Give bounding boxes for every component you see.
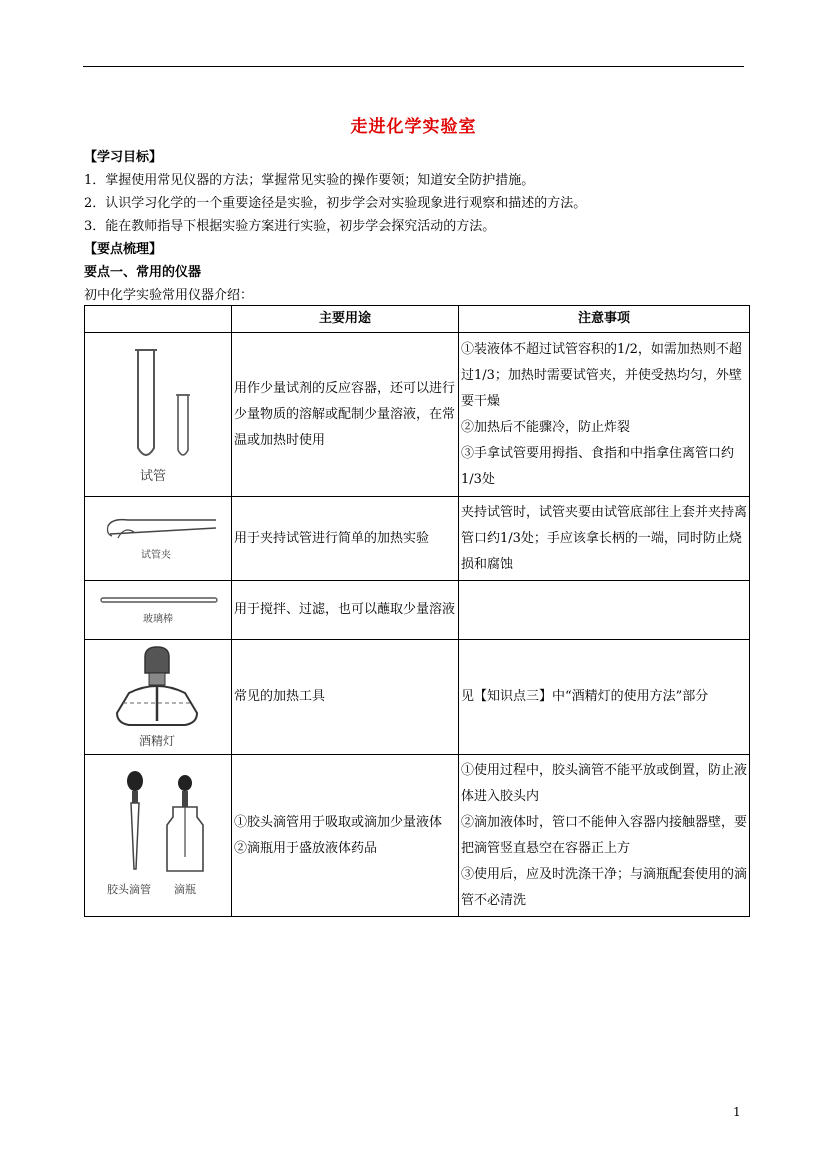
test-tube-holder-use: 用于夹持试管进行简单的加热实验 <box>232 497 459 581</box>
header-rule <box>83 66 744 67</box>
objectives-heading: 【学习目标】 <box>84 150 163 165</box>
glass-rod-label: 玻璃棒 <box>143 614 173 625</box>
table-header-row <box>85 306 750 333</box>
page-title: 走进化学实验室 <box>350 117 477 137</box>
objective-item-1: 1．掌握使用常见仪器的方法；掌握常见实验的操作要领；知道安全防护措施。 <box>84 173 535 188</box>
dropper-notes: ①使用过程中，胶头滴管不能平放或倒置，防止液体进入胶头内 ②滴加液体时，管口不能伸入容器内接触器壁，要把滴管竖直悬空在容器正上方 ③使用后，应及时洗涤干净；与滴瓶配套使用的滴管不必清洗 <box>459 755 750 917</box>
alcohol-lamp-illustration <box>93 643 223 751</box>
table-row <box>85 581 750 640</box>
dropper-bottle-label: 滴瓶 <box>174 882 196 896</box>
table-row <box>85 755 750 917</box>
test-tube-holder-label: 试管夹 <box>141 549 171 561</box>
test-tube-holder-image-cell <box>85 497 232 581</box>
table-row <box>85 333 750 497</box>
instrument-table <box>84 305 750 917</box>
test-tube-illustration <box>98 340 218 490</box>
header-notes: 注意事项 <box>459 306 750 333</box>
header-image <box>85 306 232 333</box>
review-heading: 【要点梳理】 <box>84 242 163 257</box>
test-tube-image-cell <box>85 333 232 497</box>
glass-rod-notes <box>459 581 750 640</box>
table-row <box>85 497 750 581</box>
dropper-use: ①胶头滴管用于吸取或滴加少量液体 ②滴瓶用于盛放液体药品 <box>232 755 459 917</box>
alcohol-lamp-image-cell <box>85 640 232 755</box>
page-number: 1 <box>733 1105 741 1119</box>
alcohol-lamp-use: 常见的加热工具 <box>232 640 459 755</box>
glass-rod-use: 用于搅拌、过滤，也可以蘸取少量溶液 <box>232 581 459 640</box>
objective-item-3: 3．能在教师指导下根据实验方案进行实验，初步学会探究活动的方法。 <box>84 219 496 234</box>
alcohol-lamp-notes: 见【知识点三】中“酒精灯的使用方法”部分 <box>459 640 750 755</box>
intro-text: 初中化学实验常用仪器介绍： <box>84 288 254 303</box>
glass-rod-image-cell <box>85 581 232 640</box>
dropper-label: 胶头滴管 <box>107 882 151 896</box>
point1-heading: 要点一、常用的仪器 <box>84 265 202 280</box>
dropper-image-cell <box>85 755 232 917</box>
test-tube-use: 用作少量试剂的反应容器，还可以进行少量物质的溶解或配制少量溶液，在常温或加热时使用 <box>232 333 459 497</box>
test-tube-notes: ①装液体不超过试管容积的1/2，如需加热则不超过1/3；加热时需要试管夹，并使受热均匀，外壁要干燥 ②加热后不能骤冷，防止炸裂 ③手拿试管要用拇指、食指和中指拿住离管口约1/3处 <box>459 333 750 497</box>
table-row <box>85 640 750 755</box>
dropper-illustration <box>93 761 223 911</box>
glass-rod-illustration <box>93 586 223 634</box>
objective-item-2: 2．认识学习化学的一个重要途径是实验，初步学会对实验现象进行观察和描述的方法。 <box>84 196 587 211</box>
test-tube-holder-illustration <box>98 504 218 574</box>
header-use: 主要用途 <box>232 306 459 333</box>
test-tube-label: 试管 <box>139 468 167 484</box>
test-tube-holder-notes: 夹持试管时，试管夹要由试管底部往上套并夹持离管口约1/3处；手应该拿长柄的一端，同时防止烧损和腐蚀 <box>459 497 750 581</box>
alcohol-lamp-label: 酒精灯 <box>138 734 176 748</box>
